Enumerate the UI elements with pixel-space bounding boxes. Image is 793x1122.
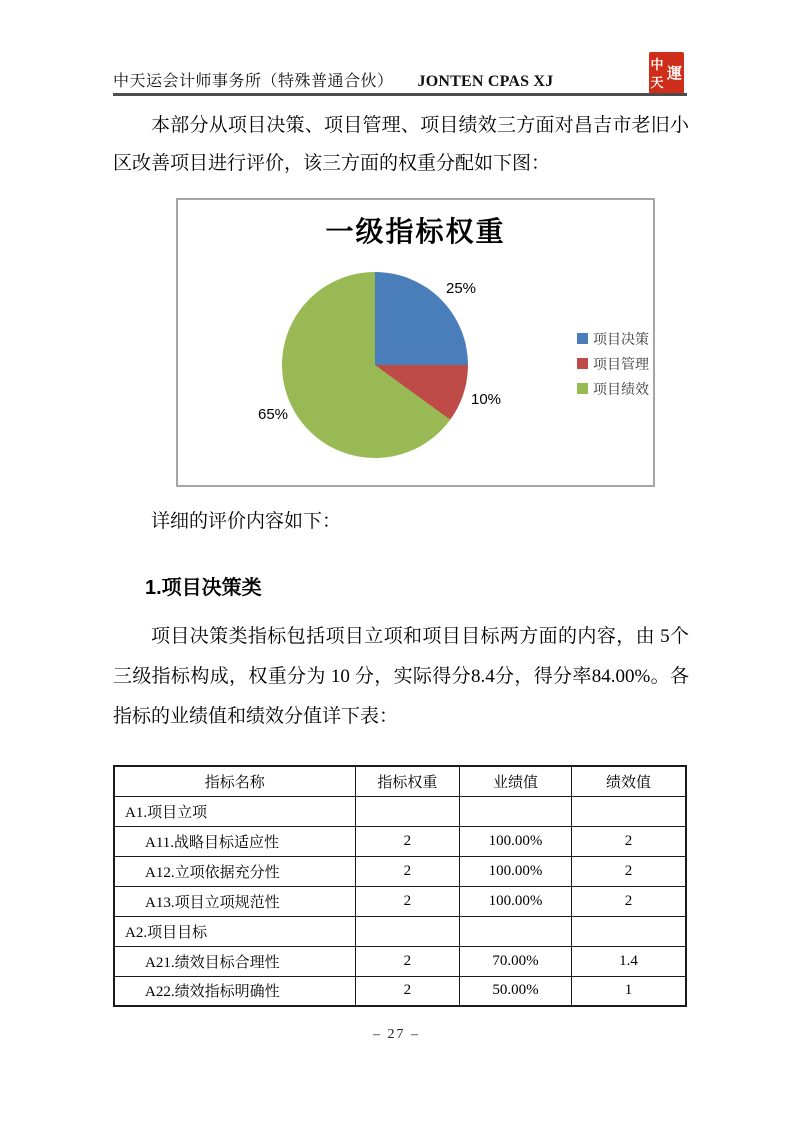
table-row: A11.战略目标适应性 2 100.00% 2 <box>114 826 686 856</box>
seal-char: 運 <box>667 64 683 82</box>
page-number: – 27 – <box>373 1027 420 1042</box>
table-row: A21.绩效目标合理性 2 70.00% 1.4 <box>114 946 686 976</box>
col-header-weight: 指标权重 <box>355 766 460 796</box>
table-row: A13.项目立项规范性 2 100.00% 2 <box>114 886 686 916</box>
pie-chart <box>176 198 655 487</box>
firm-name-cn: 中天运会计师事务所（特殊普通合伙） <box>113 73 394 90</box>
pie-data-label: 25% <box>446 280 477 297</box>
legend-label: 项目决策 <box>593 330 649 347</box>
detail-line: 详细的评价内容如下： <box>151 511 342 532</box>
intro-paragraph: 本部分从项目决策、项目管理、项目绩效三方面对昌吉市老旧小区改善项目进行评价，该三方面的权重分配如下图： <box>113 115 689 174</box>
col-header-score: 绩效值 <box>571 766 686 796</box>
firm-name-en: JONTEN CPAS XJ <box>417 73 554 90</box>
table-row: A22.绩效指标明确性 2 50.00% 1 <box>114 976 686 1006</box>
section-body-paragraph: 项目决策类指标包括项目立项和项目目标两方面的内容，由 5个三级指标构成，权重分为 10 分，实际得分8.4分，得分率84.00%。各指标的业绩值和绩效分值详下表： <box>113 626 689 727</box>
company-seal-logo <box>649 52 684 94</box>
legend-label: 项目绩效 <box>593 380 649 397</box>
header-divider <box>113 93 687 96</box>
legend-swatch-icon <box>577 358 588 369</box>
legend-label: 项目管理 <box>593 355 649 372</box>
legend-swatch-icon <box>577 333 588 344</box>
legend-item <box>577 351 649 376</box>
section-heading: 1.项目决策类 <box>145 577 262 599</box>
legend-item <box>577 326 649 351</box>
legend-item <box>577 376 649 401</box>
table-row: A2.项目目标 <box>114 916 686 946</box>
col-header-name: 指标名称 <box>114 766 355 796</box>
seal-char: 天 <box>650 74 664 90</box>
indicator-table <box>113 765 687 1007</box>
pie-graphic <box>282 272 468 458</box>
chart-legend <box>577 326 649 401</box>
col-header-perf: 业绩值 <box>460 766 572 796</box>
seal-char: 中 <box>650 56 664 72</box>
table-row: A1.项目立项 <box>114 796 686 826</box>
table-row: A12.立项依据充分性 2 100.00% 2 <box>114 856 686 886</box>
pie-data-label: 65% <box>258 406 289 423</box>
table-header-row <box>114 766 686 796</box>
pie-data-label: 10% <box>471 391 502 408</box>
page-header <box>113 68 553 91</box>
legend-swatch-icon <box>577 383 588 394</box>
chart-title: 一级指标权重 <box>325 216 506 247</box>
